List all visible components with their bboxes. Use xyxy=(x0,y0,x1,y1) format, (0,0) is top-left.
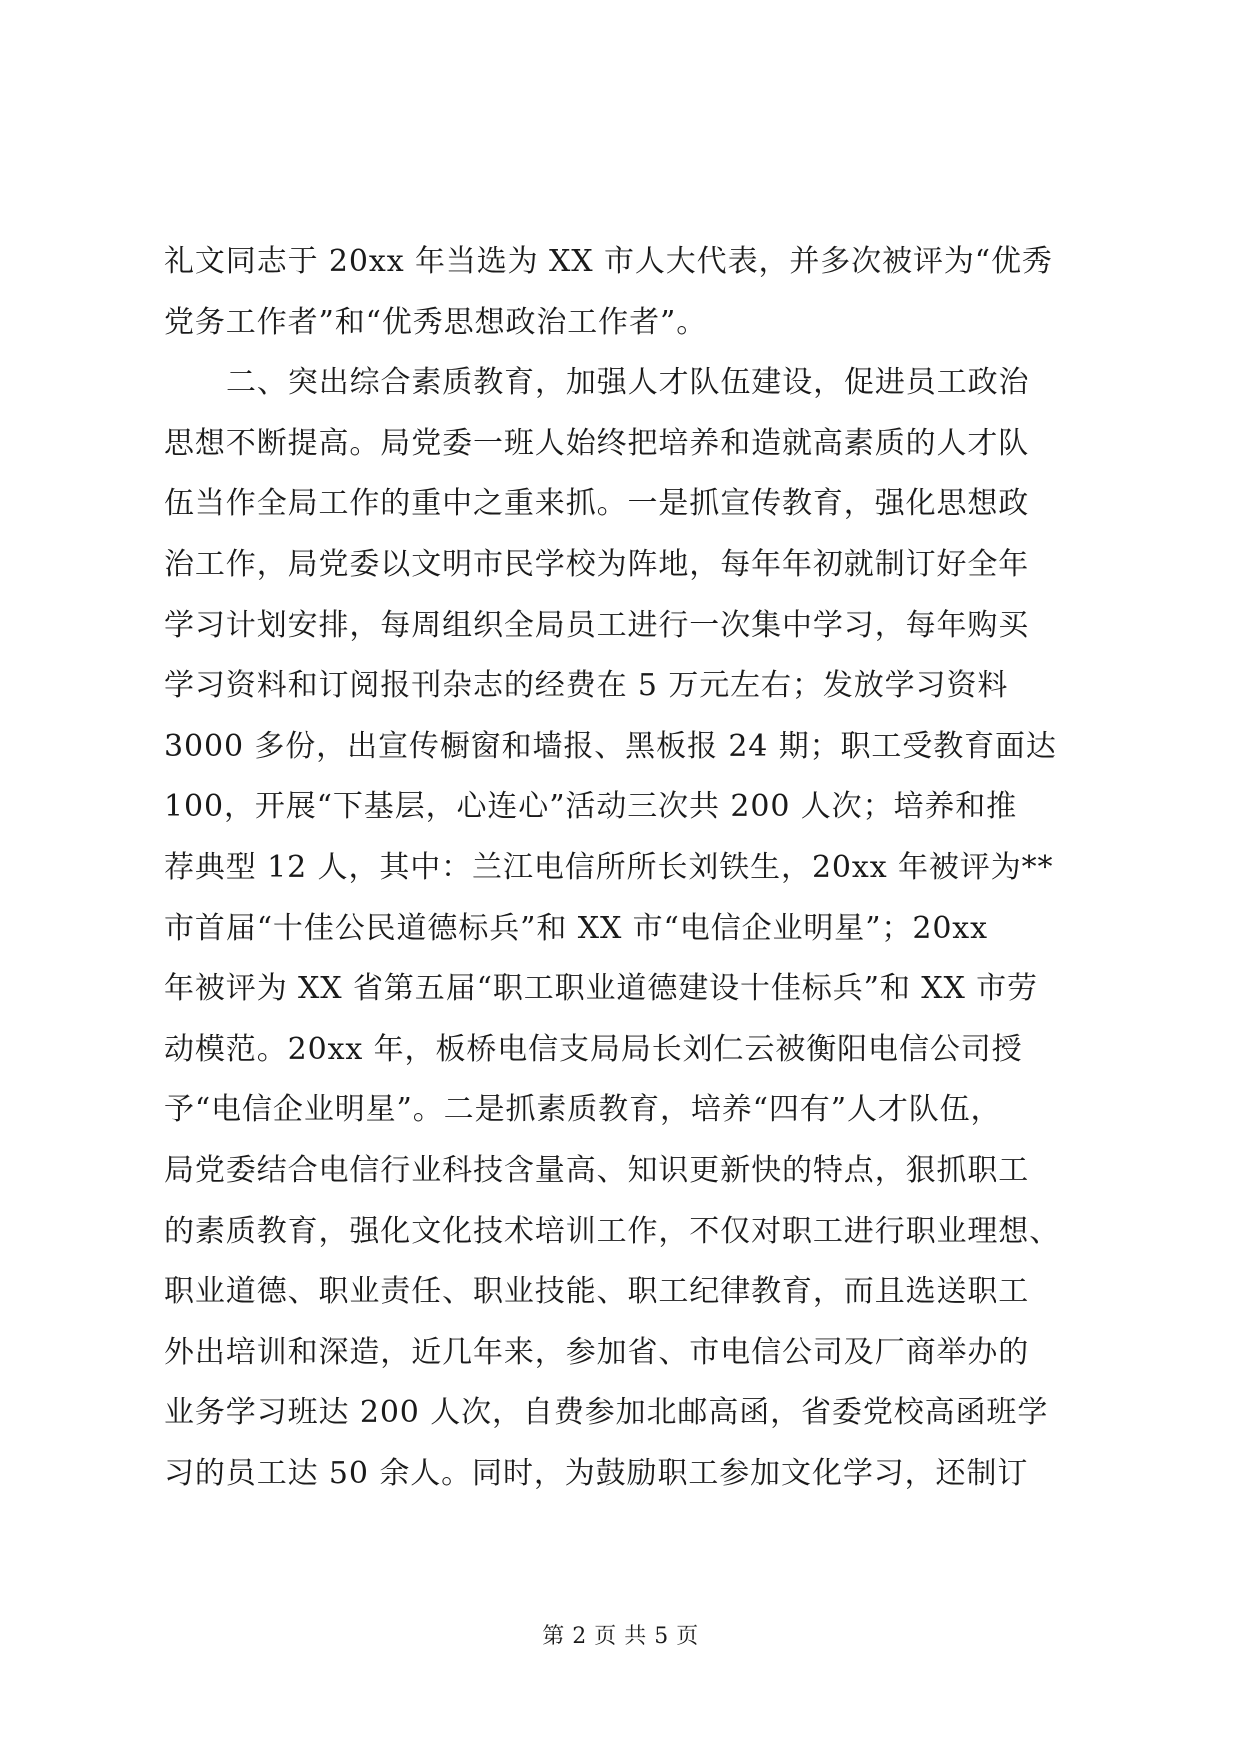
body-text xyxy=(164,232,1084,1504)
text-line: 年被评为 XX 省第五届“职工职业道德建设十佳标兵”和 XX 市劳 xyxy=(164,971,1038,1007)
text-line: 的素质教育，强化文化技术培训工作，不仅对职工进行职业理想、 xyxy=(164,1213,1061,1249)
text-line: 党务工作者”和“优秀思想政治工作者”。 xyxy=(164,304,708,340)
text-line: 市首届“十佳公民道德标兵”和 XX 市“电信企业明星”；20xx xyxy=(164,910,988,946)
text-line: 100，开展“下基层，心连心”活动三次共 200 人次；培养和推 xyxy=(164,789,1018,825)
text-line: 伍当作全局工作的重中之重来抓。一是抓宣传教育，强化思想政 xyxy=(164,486,1030,522)
text-line: 学习资料和订阅报刊杂志的经费在 5 万元左右；发放学习资料 xyxy=(164,668,1009,704)
text-line: 学习计划安排，每周组织全局员工进行一次集中学习，每年购买 xyxy=(164,607,1030,643)
text-line: 二、突出综合素质教育，加强人才队伍建设，促进员工政治 xyxy=(226,365,1030,401)
text-line: 礼文同志于 20xx 年当选为 XX 市人大代表，并多次被评为“优秀 xyxy=(164,244,1053,279)
text-line: 予“电信企业明星”。二是抓素质教育，培养“四有”人才队伍， xyxy=(164,1092,1002,1128)
text-line: 治工作，局党委以文明市民学校为阵地，每年年初就制订好全年 xyxy=(164,546,1030,582)
text-line: 动模范。20xx 年，板桥电信支局局长刘仁云被衡阳电信公司授 xyxy=(164,1031,1023,1067)
text-line: 3000 多份，出宣传橱窗和墙报、黑板报 24 期；职工受教育面达 xyxy=(164,728,1057,764)
text-line: 职业道德、职业责任、职业技能、职工纪律教育，而且选送职工 xyxy=(164,1274,1030,1310)
text-line: 荐典型 12 人，其中：兰江电信所所长刘铁生，20xx 年被评为** xyxy=(164,849,1054,885)
text-line: 业务学习班达 200 人次，自费参加北邮高函，省委党校高函班学 xyxy=(164,1395,1049,1431)
page-number-footer: 第 2 页 共 5 页 xyxy=(542,1624,699,1649)
text-line: 外出培训和深造，近几年来，参加省、市电信公司及厂商举办的 xyxy=(164,1334,1030,1370)
text-line: 局党委结合电信行业科技含量高、知识更新快的特点，狠抓职工 xyxy=(164,1152,1030,1188)
text-line: 习的员工达 50 余人。同时，为鼓励职工参加文化学习，还制订 xyxy=(164,1455,1029,1491)
text-line: 思想不断提高。局党委一班人始终把培养和造就高素质的人才队 xyxy=(164,425,1030,461)
